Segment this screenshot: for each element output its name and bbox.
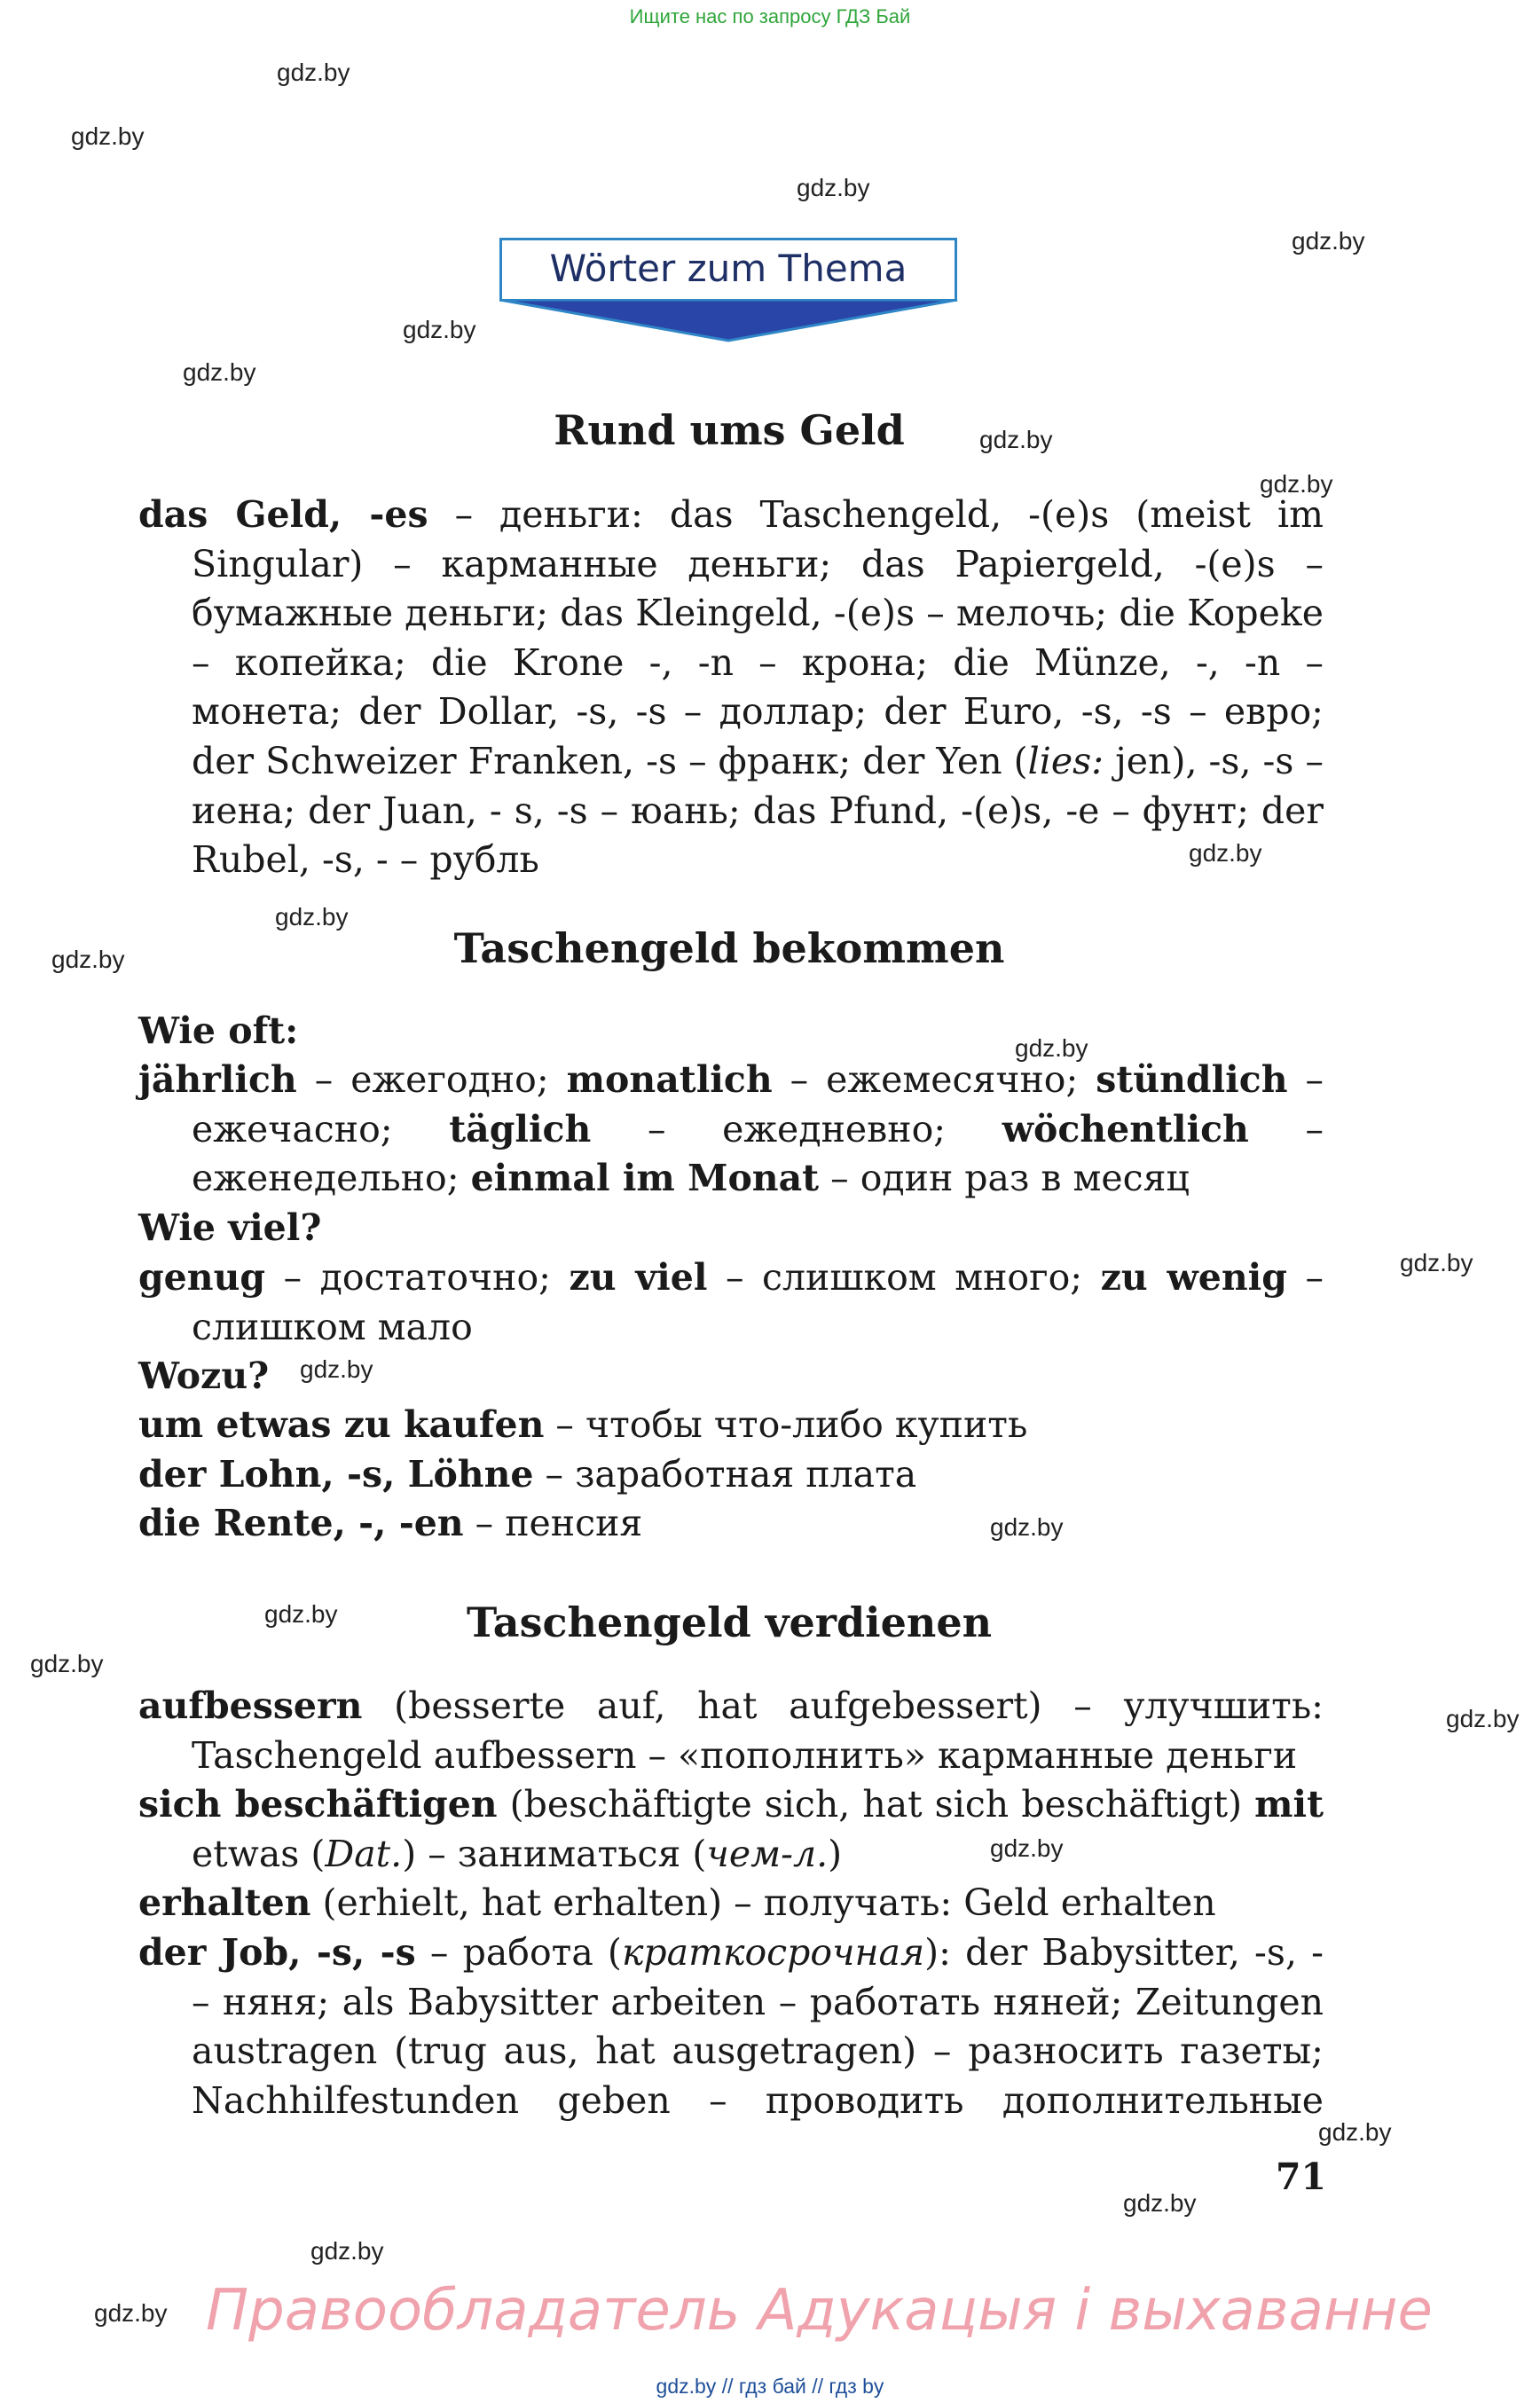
- entry-kaufen: um etwas zu kaufen – чтобы что-либо купить: [138, 1403, 1028, 1446]
- section-heading-taschengeld-verdienen: Taschengeld verdienen: [466, 1598, 993, 1646]
- entry-lohn: der Lohn, -s, Löhne – заработная плата: [138, 1453, 917, 1496]
- watermark: gdz.by: [1292, 227, 1365, 255]
- entry-beschaeftigen: sich beschäftigen (beschäftigte sich, hat sich beschäftigt) mit etwas (Dat.) – заниматься (чем-л.): [138, 1783, 1324, 1875]
- watermark: gdz.by: [1189, 839, 1262, 867]
- entry-erhalten: erhalten (erhielt, hat erhalten) – получать: Geld erhalten: [138, 1881, 1216, 1924]
- watermark: gdz.by: [1123, 2189, 1197, 2217]
- entry-job: der Job, -s, -s – работа (краткосрочная): der Babysitter, -s, - – няня; als Babysitter arbeiten – работать няней; Zeitungen austragen (trug aus, hat ausgetragen) – разносить газеты; Nachhilfestunden geben – проводить дополнительные: [138, 1931, 1324, 2122]
- entry-aufbessern: aufbessern (besserte auf, hat aufgebessert) – улучшить: Taschengeld aufbessern – «пополнить» карманные деньги: [138, 1684, 1324, 1777]
- watermark: gdz.by: [51, 946, 125, 973]
- watermark: gdz.by: [990, 1834, 1064, 1862]
- watermark: gdz.by: [183, 358, 256, 386]
- watermark: gdz.by: [1318, 2118, 1392, 2146]
- top-note: Ищите нас по запросу ГДЗ Бай: [629, 5, 911, 27]
- subheading-wie-viel: Wie viel?: [138, 1206, 322, 1249]
- page-number: 71: [1276, 2156, 1327, 2198]
- section-banner: [499, 238, 962, 344]
- watermark: gdz.by: [277, 59, 350, 86]
- section-heading-rund-ums-geld: Rund ums Geld: [554, 406, 905, 454]
- watermark: gdz.by: [275, 903, 349, 931]
- subheading-wie-oft: Wie oft:: [138, 1009, 299, 1052]
- banner-arrow-icon: [499, 300, 962, 346]
- watermark: gdz.by: [71, 122, 145, 150]
- banner-title: Wörter zum Thema: [549, 247, 908, 290]
- watermark: gdz.by: [1400, 1249, 1473, 1276]
- watermark: gdz.by: [30, 1650, 104, 1677]
- watermark: gdz.by: [300, 1355, 373, 1383]
- entry-frequency: jährlich – ежегодно; monatlich – ежемесячно; stündlich – ежечасно; täglich – ежедневно; wöchentlich – еженедельно; einmal im Monat – один раз в месяц: [138, 1058, 1324, 1200]
- entry-amount: genug – достаточно; zu viel – слишком много; zu wenig – слишком мало: [138, 1256, 1324, 1348]
- section-heading-taschengeld-bekommen: Taschengeld bekommen: [453, 924, 1005, 972]
- watermark: gdz.by: [403, 316, 476, 343]
- watermark: gdz.by: [1260, 470, 1333, 498]
- footer-links[interactable]: gdz.by // гдз бай // гдз by: [656, 2375, 884, 2398]
- watermark: gdz.by: [1446, 1705, 1520, 1732]
- entry-geld: das Geld, -es – деньги: das Taschengeld, -(e)s (meist im Singular) – карманные деньги; das Papiergeld, -(e)s – бумажные деньги; das Kleingeld, -(e)s – мелочь; die Kopeke – копейка; die Krone -, -n – крона; die Münze, -, -n – монета; der Dollar, -s, -s – доллар; der Euro, -s, -s – евро; der Schweizer Franken, -s – франк; der Yen (lies: jen), -s, -s – иена; der Juan, - s, -s – юань; das Pfund, -(e)s, -e – фунт; der Rubel, -s, - – рубль: [138, 493, 1324, 882]
- watermark: gdz.by: [310, 2237, 384, 2265]
- subheading-wozu: Wozu?: [138, 1355, 270, 1397]
- watermark: gdz.by: [990, 1513, 1064, 1541]
- entry-rente: die Rente, -, -en – пенсия: [138, 1502, 643, 1544]
- watermark: gdz.by: [1015, 1034, 1088, 1062]
- watermark: gdz.by: [979, 426, 1053, 453]
- watermark: gdz.by: [94, 2299, 168, 2327]
- watermark: gdz.by: [264, 1600, 338, 1628]
- watermark: gdz.by: [797, 174, 870, 201]
- rights-holder-text: Правообладатель Адукацыя і выхаванне: [206, 2278, 1433, 2344]
